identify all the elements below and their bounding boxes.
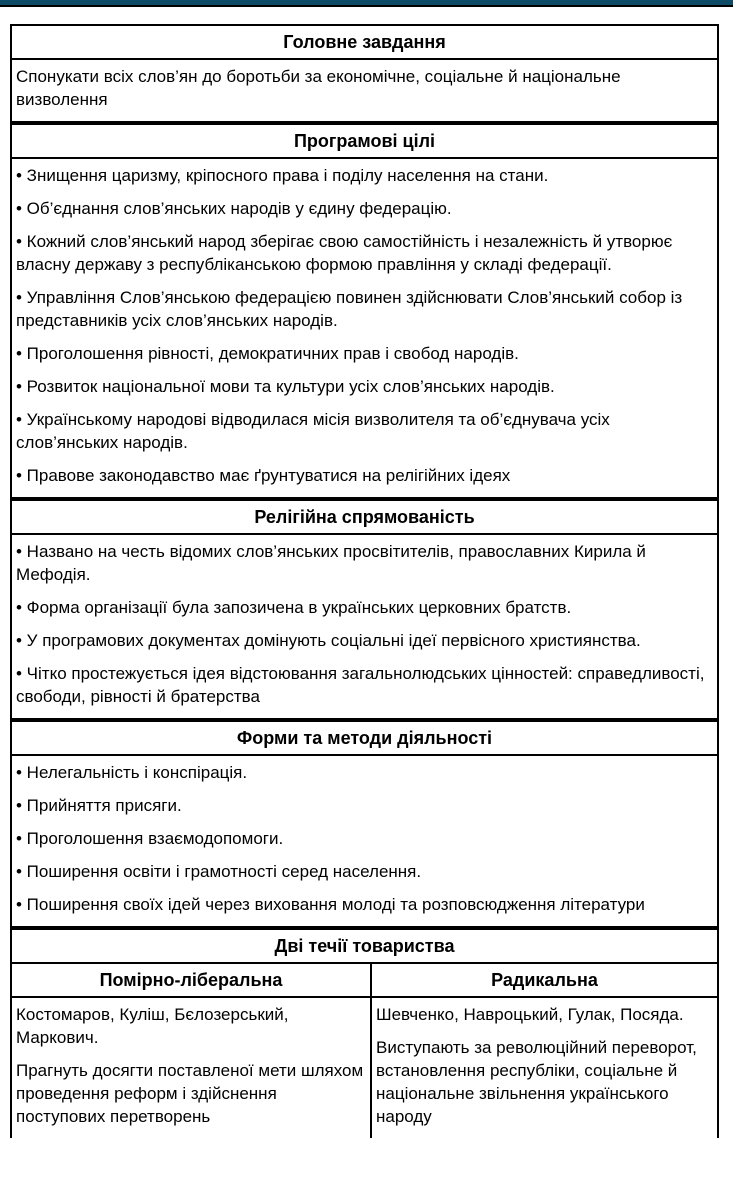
bullet-item: • Проголошення рівності, демократичних прав і свобод народів. [16,344,519,363]
bullet-item: • Названо на честь відомих слов’янських просвітителів, православних Кирила й Мефодія. [16,542,646,584]
info-table [10,24,719,1138]
section-header-main-task: Головне завдання [12,26,717,60]
bullet-item: • У програмових документах домінують соціальні ідеї первісного християнства. [16,631,641,650]
section-content-program-goals [12,159,717,487]
two-currents-content-row [12,998,717,1138]
bullet-item: • Знищення царизму, кріпосного права і поділу населення на стани. [16,166,549,185]
bullet-item: • Розвиток національної мови та культури усіх слов’янських народів. [16,377,555,396]
section-header-program-goals: Програмові цілі [12,121,717,159]
top-divider-line [0,5,733,7]
section-content-main-task [12,60,717,111]
bullet-item: • Проголошення взаємодопомоги. [16,829,284,848]
bullet-item: • Кожний слов’янський народ зберігає свою самостійність і незалежність й утворює власну державу з республіканською формою правління у складі федерації. [16,232,673,274]
bullet-item: • Об’єднання слов’янських народів у єдину федерацію. [16,199,452,218]
section-content-religious-orientation [12,535,717,708]
cell-text: Шевченко, Навроцький, Гулак, Посяда. [376,1005,684,1024]
column-header-radical: Радикальна [491,970,598,990]
column-header-moderate-liberal: Помірно-ліберальна [12,964,372,996]
column-content-radical [372,998,717,1138]
bullet-item: • Українському народові відводилася місія визволителя та об’єднувача усіх слов’янських народів. [16,410,610,452]
bullet-item: • Нелегальність і конспірація. [16,763,248,782]
section-header-two-currents: Дві течії товариства [12,926,717,964]
bullet-item: • Чітко простежується ідея відстоювання загальнолюдських цінностей: справедливості, свободи, рівності й братерства [16,664,705,706]
cell-text: Костомаров, Куліш, Бєлозерський, Маркович. [16,1005,289,1047]
two-currents-header-row [12,964,717,998]
bullet-item: • Поширення своїх ідей через виховання молоді та розповсюдження літератури [16,895,645,914]
cell-text: Виступають за революційний переворот, встановлення республіки, соціальне й національне звільнення українського народу [376,1038,697,1126]
section-header-forms-methods: Форми та методи діяльності [12,718,717,756]
column-content-moderate-liberal [12,998,372,1138]
section-header-religious-orientation: Релігійна спрямованість [12,497,717,535]
bullet-item: • Управління Слов’янською федерацією повинен здійснювати Слов’янський собор із представників усіх слов’янських народів. [16,288,683,330]
section-content-forms-methods [12,756,717,916]
bullet-item: • Поширення освіти і грамотності серед населення. [16,862,422,881]
bullet-item: • Прийняття присяги. [16,796,182,815]
bullet-item: • Форма організації була запозичена в українських церковних братств. [16,598,572,617]
cell-text: Спонукати всіх слов’ян до боротьби за економічне, соціальне й національне визволення [16,67,621,109]
cell-text: Прагнуть досягти поставленої мети шляхом проведення реформ і здійснення поступових перетворень [16,1061,364,1126]
bullet-item: • Правове законодавство має ґрунтуватися на релігійних ідеях [16,466,511,485]
